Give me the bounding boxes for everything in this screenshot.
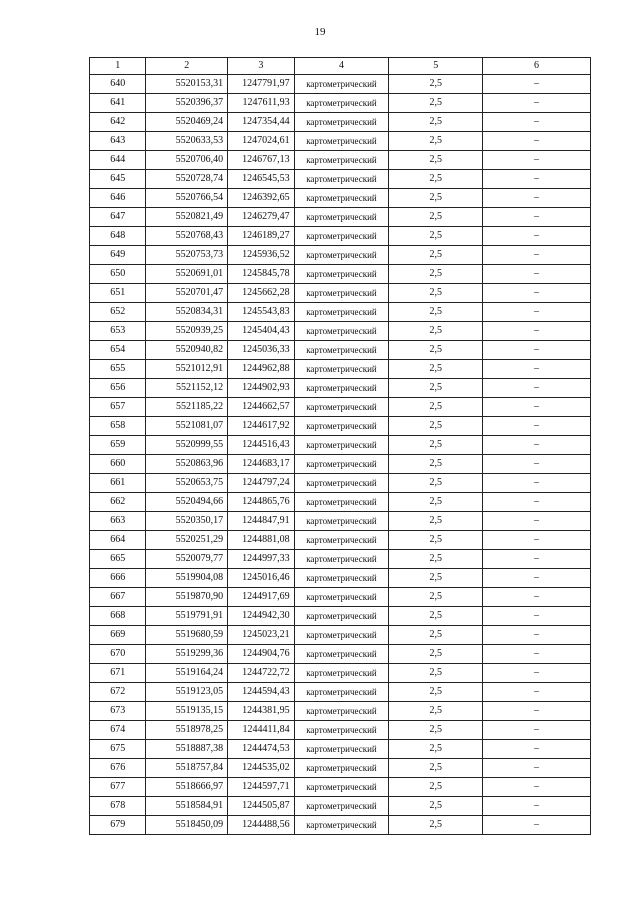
table-row <box>90 550 591 569</box>
point-number-cell: 664 <box>90 531 146 550</box>
x-coordinate-cell: 5520939,25 <box>146 322 228 341</box>
note-cell: – <box>483 816 591 835</box>
x-coordinate-cell: 5520999,55 <box>146 436 228 455</box>
y-coordinate-cell: 1244997,33 <box>228 550 295 569</box>
y-coordinate-cell: 1244865,76 <box>228 493 295 512</box>
table-row <box>90 246 591 265</box>
note-cell: – <box>483 75 591 94</box>
accuracy-cell: 2,5 <box>389 265 483 284</box>
x-coordinate-cell: 5520153,31 <box>146 75 228 94</box>
table-row <box>90 740 591 759</box>
method-cell: картометрический <box>294 702 389 721</box>
note-cell: – <box>483 759 591 778</box>
accuracy-cell: 2,5 <box>389 816 483 835</box>
y-coordinate-cell: 1245023,21 <box>228 626 295 645</box>
table-row <box>90 607 591 626</box>
x-coordinate-cell: 5518450,09 <box>146 816 228 835</box>
note-cell: – <box>483 664 591 683</box>
accuracy-cell: 2,5 <box>389 588 483 607</box>
note-cell: – <box>483 303 591 322</box>
point-number-cell: 653 <box>90 322 146 341</box>
note-cell: – <box>483 379 591 398</box>
point-number-cell: 671 <box>90 664 146 683</box>
point-number-cell: 643 <box>90 132 146 151</box>
x-coordinate-cell: 5521012,91 <box>146 360 228 379</box>
method-cell: картометрический <box>294 531 389 550</box>
note-cell: – <box>483 721 591 740</box>
x-coordinate-cell: 5518584,91 <box>146 797 228 816</box>
x-coordinate-cell: 5521152,12 <box>146 379 228 398</box>
table-row <box>90 702 591 721</box>
accuracy-cell: 2,5 <box>389 284 483 303</box>
y-coordinate-cell: 1244594,43 <box>228 683 295 702</box>
y-coordinate-cell: 1244505,87 <box>228 797 295 816</box>
note-cell: – <box>483 740 591 759</box>
note-cell: – <box>483 455 591 474</box>
method-cell: картометрический <box>294 721 389 740</box>
accuracy-cell: 2,5 <box>389 246 483 265</box>
page-number: 19 <box>314 26 326 38</box>
accuracy-cell: 2,5 <box>389 398 483 417</box>
accuracy-cell: 2,5 <box>389 189 483 208</box>
point-number-cell: 642 <box>90 113 146 132</box>
table-row <box>90 151 591 170</box>
accuracy-cell: 2,5 <box>389 132 483 151</box>
accuracy-cell: 2,5 <box>389 740 483 759</box>
accuracy-cell: 2,5 <box>389 75 483 94</box>
point-number-cell: 659 <box>90 436 146 455</box>
table-row <box>90 759 591 778</box>
accuracy-cell: 2,5 <box>389 607 483 626</box>
y-coordinate-cell: 1244917,69 <box>228 588 295 607</box>
table-row <box>90 569 591 588</box>
x-coordinate-cell: 5520469,24 <box>146 113 228 132</box>
table-row <box>90 113 591 132</box>
table-row <box>90 265 591 284</box>
note-cell: – <box>483 778 591 797</box>
method-cell: картометрический <box>294 94 389 113</box>
point-number-cell: 665 <box>90 550 146 569</box>
point-number-cell: 658 <box>90 417 146 436</box>
table-row <box>90 626 591 645</box>
accuracy-cell: 2,5 <box>389 303 483 322</box>
method-cell: картометрический <box>294 778 389 797</box>
point-number-cell: 672 <box>90 683 146 702</box>
column-header-1: 1 <box>90 58 146 75</box>
y-coordinate-cell: 1245036,33 <box>228 341 295 360</box>
column-header-3: 3 <box>228 58 295 75</box>
column-header-5: 5 <box>389 58 483 75</box>
method-cell: картометрический <box>294 569 389 588</box>
y-coordinate-cell: 1244535,02 <box>228 759 295 778</box>
y-coordinate-cell: 1244474,53 <box>228 740 295 759</box>
table-row <box>90 170 591 189</box>
table-row <box>90 360 591 379</box>
x-coordinate-cell: 5519680,59 <box>146 626 228 645</box>
y-coordinate-cell: 1245016,46 <box>228 569 295 588</box>
column-header-4: 4 <box>294 58 389 75</box>
point-number-cell: 670 <box>90 645 146 664</box>
point-number-cell: 649 <box>90 246 146 265</box>
y-coordinate-cell: 1244411,84 <box>228 721 295 740</box>
note-cell: – <box>483 645 591 664</box>
method-cell: картометрический <box>294 683 389 702</box>
accuracy-cell: 2,5 <box>389 493 483 512</box>
table-row <box>90 189 591 208</box>
y-coordinate-cell: 1246392,65 <box>228 189 295 208</box>
note-cell: – <box>483 626 591 645</box>
method-cell: картометрический <box>294 512 389 531</box>
x-coordinate-cell: 5518887,38 <box>146 740 228 759</box>
accuracy-cell: 2,5 <box>389 550 483 569</box>
y-coordinate-cell: 1244662,57 <box>228 398 295 417</box>
accuracy-cell: 2,5 <box>389 797 483 816</box>
method-cell: картометрический <box>294 113 389 132</box>
accuracy-cell: 2,5 <box>389 759 483 778</box>
accuracy-cell: 2,5 <box>389 721 483 740</box>
x-coordinate-cell: 5520834,31 <box>146 303 228 322</box>
accuracy-cell: 2,5 <box>389 322 483 341</box>
point-number-cell: 678 <box>90 797 146 816</box>
method-cell: картометрический <box>294 455 389 474</box>
y-coordinate-cell: 1244881,08 <box>228 531 295 550</box>
x-coordinate-cell: 5520350,17 <box>146 512 228 531</box>
x-coordinate-cell: 5520940,82 <box>146 341 228 360</box>
header-row <box>90 58 591 75</box>
accuracy-cell: 2,5 <box>389 645 483 664</box>
method-cell: картометрический <box>294 189 389 208</box>
x-coordinate-cell: 5520396,37 <box>146 94 228 113</box>
note-cell: – <box>483 550 591 569</box>
note-cell: – <box>483 113 591 132</box>
note-cell: – <box>483 360 591 379</box>
coordinates-table <box>89 57 591 835</box>
x-coordinate-cell: 5519299,36 <box>146 645 228 664</box>
method-cell: картометрический <box>294 75 389 94</box>
y-coordinate-cell: 1247791,97 <box>228 75 295 94</box>
y-coordinate-cell: 1245662,28 <box>228 284 295 303</box>
accuracy-cell: 2,5 <box>389 151 483 170</box>
point-number-cell: 651 <box>90 284 146 303</box>
note-cell: – <box>483 208 591 227</box>
note-cell: – <box>483 322 591 341</box>
x-coordinate-cell: 5518666,97 <box>146 778 228 797</box>
table-row <box>90 75 591 94</box>
x-coordinate-cell: 5519791,91 <box>146 607 228 626</box>
point-number-cell: 641 <box>90 94 146 113</box>
table-row <box>90 455 591 474</box>
note-cell: – <box>483 94 591 113</box>
note-cell: – <box>483 493 591 512</box>
method-cell: картометрический <box>294 246 389 265</box>
table-row <box>90 398 591 417</box>
x-coordinate-cell: 5519135,15 <box>146 702 228 721</box>
note-cell: – <box>483 189 591 208</box>
point-number-cell: 654 <box>90 341 146 360</box>
method-cell: картометрический <box>294 170 389 189</box>
y-coordinate-cell: 1245543,83 <box>228 303 295 322</box>
note-cell: – <box>483 246 591 265</box>
x-coordinate-cell: 5520766,54 <box>146 189 228 208</box>
accuracy-cell: 2,5 <box>389 474 483 493</box>
method-cell: картометрический <box>294 626 389 645</box>
point-number-cell: 668 <box>90 607 146 626</box>
table-row <box>90 816 591 835</box>
method-cell: картометрический <box>294 493 389 512</box>
x-coordinate-cell: 5521081,07 <box>146 417 228 436</box>
table-row <box>90 436 591 455</box>
point-number-cell: 657 <box>90 398 146 417</box>
x-coordinate-cell: 5521185,22 <box>146 398 228 417</box>
accuracy-cell: 2,5 <box>389 626 483 645</box>
x-coordinate-cell: 5520701,47 <box>146 284 228 303</box>
accuracy-cell: 2,5 <box>389 113 483 132</box>
point-number-cell: 661 <box>90 474 146 493</box>
note-cell: – <box>483 588 591 607</box>
method-cell: картометрический <box>294 360 389 379</box>
table-row <box>90 512 591 531</box>
y-coordinate-cell: 1244797,24 <box>228 474 295 493</box>
y-coordinate-cell: 1244722,72 <box>228 664 295 683</box>
x-coordinate-cell: 5520753,73 <box>146 246 228 265</box>
method-cell: картометрический <box>294 550 389 569</box>
x-coordinate-cell: 5520633,53 <box>146 132 228 151</box>
method-cell: картометрический <box>294 645 389 664</box>
table-row <box>90 721 591 740</box>
point-number-cell: 656 <box>90 379 146 398</box>
table-row <box>90 341 591 360</box>
method-cell: картометрический <box>294 322 389 341</box>
accuracy-cell: 2,5 <box>389 360 483 379</box>
point-number-cell: 666 <box>90 569 146 588</box>
accuracy-cell: 2,5 <box>389 702 483 721</box>
method-cell: картометрический <box>294 208 389 227</box>
point-number-cell: 648 <box>90 227 146 246</box>
table-row <box>90 683 591 702</box>
accuracy-cell: 2,5 <box>389 664 483 683</box>
x-coordinate-cell: 5520863,96 <box>146 455 228 474</box>
accuracy-cell: 2,5 <box>389 170 483 189</box>
y-coordinate-cell: 1246767,13 <box>228 151 295 170</box>
x-coordinate-cell: 5520691,01 <box>146 265 228 284</box>
note-cell: – <box>483 569 591 588</box>
y-coordinate-cell: 1244902,93 <box>228 379 295 398</box>
method-cell: картометрический <box>294 588 389 607</box>
y-coordinate-cell: 1245845,78 <box>228 265 295 284</box>
table-row <box>90 303 591 322</box>
method-cell: картометрический <box>294 759 389 778</box>
point-number-cell: 645 <box>90 170 146 189</box>
table-row <box>90 531 591 550</box>
point-number-cell: 662 <box>90 493 146 512</box>
point-number-cell: 677 <box>90 778 146 797</box>
table-row <box>90 778 591 797</box>
accuracy-cell: 2,5 <box>389 569 483 588</box>
accuracy-cell: 2,5 <box>389 455 483 474</box>
point-number-cell: 673 <box>90 702 146 721</box>
method-cell: картометрический <box>294 265 389 284</box>
accuracy-cell: 2,5 <box>389 512 483 531</box>
y-coordinate-cell: 1245936,52 <box>228 246 295 265</box>
x-coordinate-cell: 5520079,77 <box>146 550 228 569</box>
table-row <box>90 379 591 398</box>
method-cell: картометрический <box>294 607 389 626</box>
point-number-cell: 650 <box>90 265 146 284</box>
table-row <box>90 94 591 113</box>
note-cell: – <box>483 341 591 360</box>
point-number-cell: 679 <box>90 816 146 835</box>
x-coordinate-cell: 5518757,84 <box>146 759 228 778</box>
y-coordinate-cell: 1244597,71 <box>228 778 295 797</box>
method-cell: картометрический <box>294 436 389 455</box>
x-coordinate-cell: 5520821,49 <box>146 208 228 227</box>
note-cell: – <box>483 398 591 417</box>
method-cell: картометрический <box>294 816 389 835</box>
point-number-cell: 669 <box>90 626 146 645</box>
table-row <box>90 227 591 246</box>
accuracy-cell: 2,5 <box>389 436 483 455</box>
method-cell: картометрический <box>294 417 389 436</box>
y-coordinate-cell: 1247611,93 <box>228 94 295 113</box>
note-cell: – <box>483 531 591 550</box>
y-coordinate-cell: 1244683,17 <box>228 455 295 474</box>
y-coordinate-cell: 1244516,43 <box>228 436 295 455</box>
x-coordinate-cell: 5519870,90 <box>146 588 228 607</box>
note-cell: – <box>483 436 591 455</box>
y-coordinate-cell: 1247354,44 <box>228 113 295 132</box>
x-coordinate-cell: 5520653,75 <box>146 474 228 493</box>
y-coordinate-cell: 1244962,88 <box>228 360 295 379</box>
column-header-6: 6 <box>483 58 591 75</box>
note-cell: – <box>483 284 591 303</box>
x-coordinate-cell: 5518978,25 <box>146 721 228 740</box>
method-cell: картометрический <box>294 303 389 322</box>
table-row <box>90 645 591 664</box>
y-coordinate-cell: 1244847,91 <box>228 512 295 531</box>
y-coordinate-cell: 1244942,30 <box>228 607 295 626</box>
point-number-cell: 667 <box>90 588 146 607</box>
accuracy-cell: 2,5 <box>389 683 483 702</box>
note-cell: – <box>483 683 591 702</box>
method-cell: картометрический <box>294 227 389 246</box>
column-header-2: 2 <box>146 58 228 75</box>
accuracy-cell: 2,5 <box>389 778 483 797</box>
table-row <box>90 417 591 436</box>
point-number-cell: 663 <box>90 512 146 531</box>
point-number-cell: 675 <box>90 740 146 759</box>
x-coordinate-cell: 5520768,43 <box>146 227 228 246</box>
note-cell: – <box>483 512 591 531</box>
table-row <box>90 664 591 683</box>
y-coordinate-cell: 1244381,95 <box>228 702 295 721</box>
point-number-cell: 640 <box>90 75 146 94</box>
x-coordinate-cell: 5519123,05 <box>146 683 228 702</box>
note-cell: – <box>483 797 591 816</box>
point-number-cell: 676 <box>90 759 146 778</box>
accuracy-cell: 2,5 <box>389 227 483 246</box>
note-cell: – <box>483 265 591 284</box>
method-cell: картометрический <box>294 664 389 683</box>
y-coordinate-cell: 1245404,43 <box>228 322 295 341</box>
x-coordinate-cell: 5519164,24 <box>146 664 228 683</box>
method-cell: картометрический <box>294 398 389 417</box>
method-cell: картометрический <box>294 379 389 398</box>
point-number-cell: 655 <box>90 360 146 379</box>
point-number-cell: 646 <box>90 189 146 208</box>
note-cell: – <box>483 702 591 721</box>
y-coordinate-cell: 1246279,47 <box>228 208 295 227</box>
note-cell: – <box>483 474 591 493</box>
y-coordinate-cell: 1246545,53 <box>228 170 295 189</box>
y-coordinate-cell: 1246189,27 <box>228 227 295 246</box>
method-cell: картометрический <box>294 341 389 360</box>
table-row <box>90 132 591 151</box>
coordinates-table-body <box>90 58 591 835</box>
x-coordinate-cell: 5520251,29 <box>146 531 228 550</box>
table-row <box>90 474 591 493</box>
point-number-cell: 647 <box>90 208 146 227</box>
point-number-cell: 644 <box>90 151 146 170</box>
y-coordinate-cell: 1247024,61 <box>228 132 295 151</box>
accuracy-cell: 2,5 <box>389 208 483 227</box>
table-row <box>90 322 591 341</box>
table-row <box>90 208 591 227</box>
note-cell: – <box>483 607 591 626</box>
x-coordinate-cell: 5520706,40 <box>146 151 228 170</box>
y-coordinate-cell: 1244904,76 <box>228 645 295 664</box>
accuracy-cell: 2,5 <box>389 531 483 550</box>
method-cell: картометрический <box>294 740 389 759</box>
accuracy-cell: 2,5 <box>389 417 483 436</box>
accuracy-cell: 2,5 <box>389 94 483 113</box>
y-coordinate-cell: 1244488,56 <box>228 816 295 835</box>
note-cell: – <box>483 417 591 436</box>
table-row <box>90 284 591 303</box>
method-cell: картометрический <box>294 284 389 303</box>
note-cell: – <box>483 132 591 151</box>
table-row <box>90 493 591 512</box>
x-coordinate-cell: 5519904,08 <box>146 569 228 588</box>
x-coordinate-cell: 5520728,74 <box>146 170 228 189</box>
method-cell: картометрический <box>294 151 389 170</box>
point-number-cell: 660 <box>90 455 146 474</box>
method-cell: картометрический <box>294 132 389 151</box>
y-coordinate-cell: 1244617,92 <box>228 417 295 436</box>
accuracy-cell: 2,5 <box>389 379 483 398</box>
point-number-cell: 674 <box>90 721 146 740</box>
table-row <box>90 797 591 816</box>
table-row <box>90 588 591 607</box>
point-number-cell: 652 <box>90 303 146 322</box>
method-cell: картометрический <box>294 474 389 493</box>
x-coordinate-cell: 5520494,66 <box>146 493 228 512</box>
method-cell: картометрический <box>294 797 389 816</box>
note-cell: – <box>483 170 591 189</box>
note-cell: – <box>483 151 591 170</box>
accuracy-cell: 2,5 <box>389 341 483 360</box>
note-cell: – <box>483 227 591 246</box>
